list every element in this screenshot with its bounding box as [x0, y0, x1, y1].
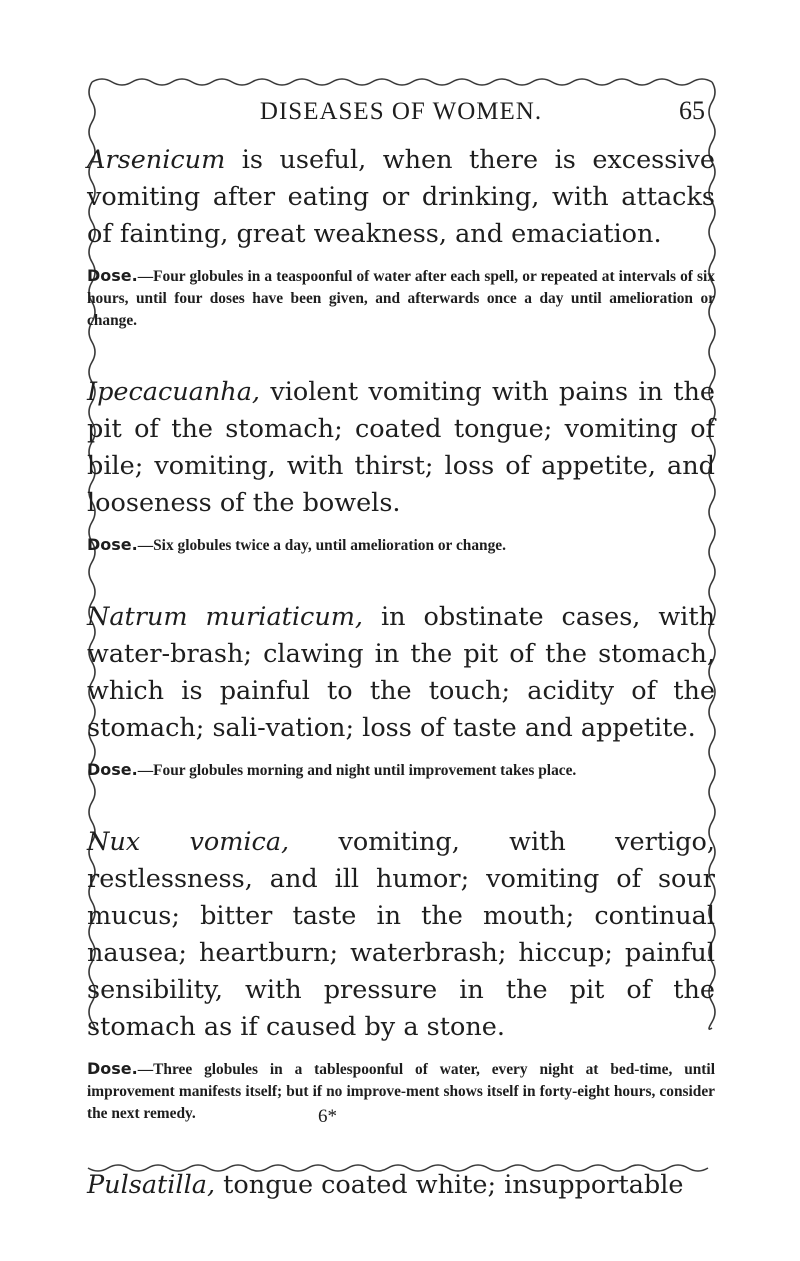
remedy-name: Ipecacuanha, [87, 377, 261, 407]
remedy-entry-ipecacuanha [87, 374, 715, 557]
dose-text: —Six globules twice a day, until amelioration or change. [137, 537, 506, 554]
remedy-description [87, 824, 715, 1046]
remedy-description [87, 374, 715, 522]
running-title: DISEASES OF WOMEN. [259, 98, 543, 125]
remedy-description [87, 142, 715, 253]
remedy-text: vomiting, with vertigo, restlessness, and ill humor; vomiting of sour mucus; bitter taste in the mouth; continual nausea; heartburn; waterbrash; hiccup; painful sensibility, with pressure in the pit of the stomach as if caused by a stone. [87, 827, 715, 1042]
remedy-text: in obstinate cases, with water-brash; clawing in the pit of the stomach, which is painful to the touch; acidity of the stomach; sali-vation; loss of taste and appetite. [87, 602, 715, 743]
remedy-name: Pulsatilla, [87, 1170, 216, 1200]
remedy-description [87, 599, 715, 747]
dose-text: —Four globules in a teaspoonful of water after each spell, or repeated at intervals of six hours, until four doses have been given, and afterwards once a day until amelioration or change. [87, 268, 715, 329]
remedy-entry-nux-vomica [87, 824, 715, 1125]
dose-text: —Three globules in a tablespoonful of water, every night at bed-time, until improvement manifests itself; but if no improve-ment shows itself in forty-eight hours, consider the next remedy. [87, 1061, 715, 1122]
book-page [87, 92, 715, 1204]
dose-text: —Four globules morning and night until improvement takes place. [137, 762, 577, 779]
dose-label: Dose. [87, 535, 138, 554]
dose-paragraph [87, 1058, 715, 1125]
remedy-text: violent vomiting with pains in the pit of the stomach; coated tongue; vomiting of bile; vomiting, with thirst; loss of appetite, and looseness of the bowels. [87, 377, 715, 518]
page-number: 65 [679, 96, 705, 125]
dose-label: Dose. [87, 266, 138, 285]
remedy-entry-natrum-muriaticum [87, 599, 715, 782]
dose-paragraph [87, 534, 715, 557]
remedy-description [87, 1167, 715, 1204]
dose-label: Dose. [87, 760, 138, 779]
dose-label: Dose. [87, 1059, 138, 1078]
page-header [87, 92, 715, 142]
remedy-name: Natrum muriaticum, [87, 602, 364, 632]
dose-paragraph [87, 759, 715, 782]
dose-paragraph [87, 265, 715, 332]
printer-signature-mark: 6* [318, 1106, 337, 1127]
remedy-entry-pulsatilla [87, 1167, 715, 1204]
remedy-name: Arsenicum [87, 145, 226, 175]
remedy-name: Nux vomica, [87, 827, 290, 857]
remedy-entry-arsenicum [87, 142, 715, 332]
remedy-text: tongue coated white; insupportable [215, 1170, 684, 1200]
remedy-text: is useful, when there is excessive vomiting after eating or drinking, with attacks of fainting, great weakness, and emaciation. [87, 145, 715, 249]
